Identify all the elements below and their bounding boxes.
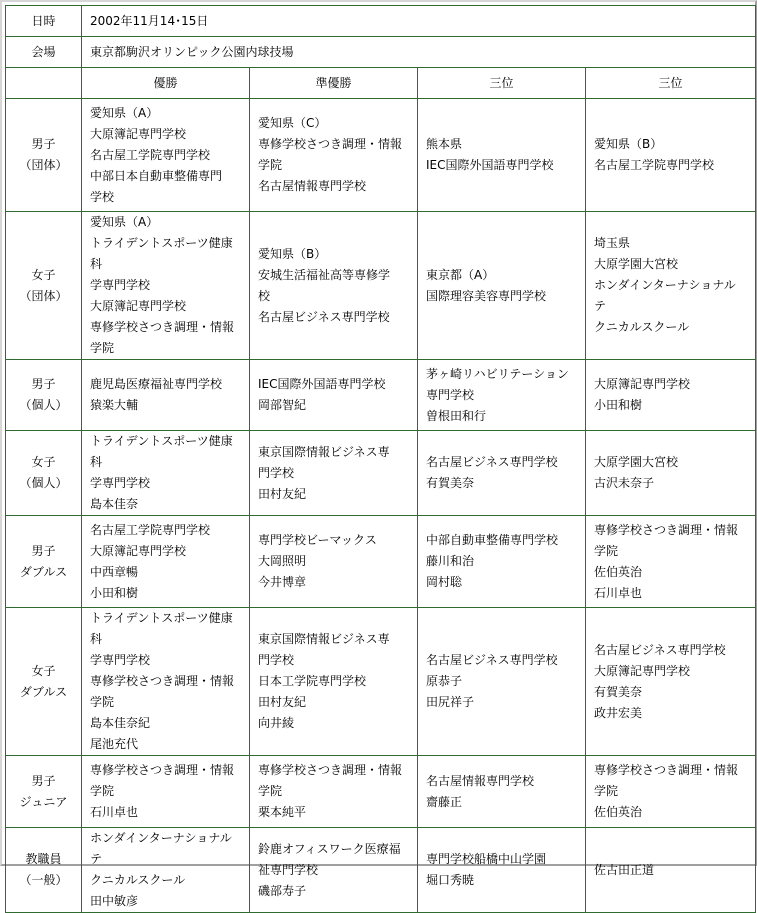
- result-line: 専修学校さつき調理・情報: [594, 522, 739, 537]
- result-line: 今井博章: [258, 575, 307, 589]
- result-line: 祉専門学校: [258, 862, 319, 877]
- result-line: 専修学校さつき調理・情報: [90, 320, 235, 334]
- result-cell: [586, 828, 756, 913]
- result-line: 原恭子: [426, 674, 463, 688]
- result-line: 佐伯英治: [594, 564, 643, 579]
- category-line: 女子: [31, 663, 56, 678]
- result-line: 堀口秀暁: [426, 873, 475, 887]
- result-line: 石川卓也: [594, 585, 643, 600]
- result-line: 名古屋工学院専門学校: [90, 522, 211, 537]
- result-line: 学専門学校: [90, 278, 151, 292]
- category-line: 男子: [31, 137, 56, 151]
- result-line: 名古屋工学院専門学校: [594, 158, 715, 172]
- header-blank-cell: [6, 68, 82, 99]
- venue-value: 東京都駒沢オリンピック公園内球技場: [82, 37, 756, 68]
- result-cell: [250, 756, 418, 828]
- result-line: 岡村聡: [426, 575, 463, 589]
- result-line: 学院: [90, 341, 115, 355]
- result-cell: [418, 756, 586, 828]
- category-cell: [6, 99, 82, 212]
- category-line: 男子: [31, 543, 56, 558]
- result-line: 日本工学院専門学校: [258, 674, 367, 688]
- result-cell: [82, 360, 250, 431]
- result-line: 猿楽大輔: [90, 398, 139, 412]
- result-line: 大原簿記専門学校: [594, 377, 691, 391]
- header-row: [6, 68, 756, 99]
- category-line: 男子: [31, 377, 56, 391]
- result-line: 小田和樹: [594, 398, 643, 412]
- result-cell: [418, 828, 586, 913]
- date-label: 日時: [6, 6, 82, 37]
- result-line: 熊本県: [426, 137, 463, 151]
- category-cell: [6, 828, 82, 913]
- result-cell: [82, 608, 250, 756]
- result-line: 学院: [258, 784, 283, 798]
- result-line: 東京国際情報ビジネス専: [258, 444, 390, 459]
- result-line: 学院: [594, 543, 619, 558]
- result-cell: [418, 99, 586, 212]
- result-line: 有賀美奈: [426, 476, 475, 490]
- result-cell: [82, 212, 250, 360]
- result-line: 中西章暢: [90, 564, 139, 579]
- header-third-b: 三位: [586, 68, 756, 99]
- result-row: [6, 828, 756, 913]
- category-line: （個人）: [19, 476, 68, 490]
- result-line: 名古屋ビジネス専門学校: [426, 455, 558, 469]
- result-line: 曽根田和行: [426, 408, 487, 423]
- result-line: 島本佳奈: [90, 497, 139, 511]
- date-row: [6, 6, 756, 37]
- result-row: [6, 360, 756, 431]
- result-row: [6, 212, 756, 360]
- result-line: 名古屋ビジネス専門学校: [426, 653, 558, 667]
- result-line: 田村友紀: [258, 486, 307, 501]
- result-cell: [250, 99, 418, 212]
- result-line: 佐古田正道: [594, 862, 655, 877]
- result-line: 名古屋ビジネス専門学校: [258, 309, 390, 324]
- category-line: （一般）: [19, 873, 68, 887]
- result-row: [6, 431, 756, 516]
- category-line: （個人）: [19, 398, 68, 412]
- result-line: 愛知県（C）: [258, 116, 327, 130]
- result-line: 島本佳奈紀: [90, 716, 151, 730]
- venue-label: 会場: [6, 37, 82, 68]
- result-line: 茅ヶ崎リハビリテーション: [426, 366, 569, 381]
- result-row: [6, 99, 756, 212]
- result-cell: [82, 431, 250, 516]
- result-line: 名古屋工学院専門学校: [90, 147, 211, 162]
- result-line: 学専門学校: [90, 653, 151, 667]
- result-line: 古沢未奈子: [594, 476, 655, 490]
- result-row: [6, 516, 756, 608]
- result-cell: [586, 756, 756, 828]
- date-value: 2002年11月14･15日: [82, 6, 756, 37]
- result-line: 名古屋情報専門学校: [258, 179, 367, 193]
- result-cell: [82, 516, 250, 608]
- result-line: 栗本純平: [258, 805, 307, 819]
- result-line: 愛知県（B）: [594, 137, 663, 151]
- result-line: 専修学校さつき調理・情報: [258, 763, 403, 777]
- result-cell: [250, 516, 418, 608]
- category-line: （団体）: [19, 288, 68, 303]
- category-line: 女子: [31, 267, 56, 282]
- result-cell: [418, 360, 586, 431]
- venue-row: [6, 37, 756, 68]
- result-line: 大原学園大宮校: [594, 257, 679, 271]
- result-line: 名古屋情報専門学校: [426, 773, 535, 788]
- result-line: 向井綾: [258, 716, 295, 730]
- result-line: 尾池充代: [90, 737, 139, 751]
- result-cell: [418, 516, 586, 608]
- result-line: ホンダインターナショナルテ: [90, 831, 232, 866]
- result-line: 藤川和治: [426, 554, 475, 568]
- result-cell: [82, 756, 250, 828]
- result-line: 大原簿記専門学校: [90, 126, 187, 141]
- result-line: 大原簿記専門学校: [90, 543, 187, 558]
- header-third-a: 三位: [418, 68, 586, 99]
- result-cell: [250, 212, 418, 360]
- result-cell: [250, 431, 418, 516]
- category-cell: [6, 516, 82, 608]
- result-cell: [82, 828, 250, 913]
- result-row: [6, 756, 756, 828]
- result-cell: [418, 212, 586, 360]
- result-line: 石川卓也: [90, 805, 139, 819]
- result-line: 専門学校ビーマックス: [258, 533, 377, 547]
- result-cell: [586, 516, 756, 608]
- result-line: クニカルスクール: [90, 873, 186, 887]
- result-line: 名古屋ビジネス専門学校: [594, 642, 726, 657]
- result-line: 田村友紀: [258, 695, 307, 709]
- result-line: 専門学校: [426, 387, 475, 402]
- category-line: ダブルス: [19, 684, 68, 699]
- category-line: （団体）: [19, 158, 68, 172]
- result-line: 学校: [90, 189, 115, 204]
- result-line: 鈴鹿オフィスワーク医療福: [258, 841, 401, 856]
- category-cell: [6, 360, 82, 431]
- category-cell: [6, 756, 82, 828]
- result-line: 小田和樹: [90, 585, 139, 600]
- result-line: 学専門学校: [90, 476, 151, 490]
- result-line: クニカルスクール: [594, 320, 690, 334]
- result-cell: [586, 431, 756, 516]
- result-line: 磯部寿子: [258, 883, 307, 898]
- result-line: 学院: [90, 784, 115, 798]
- result-line: IEC国際外国語専門学校: [258, 377, 386, 391]
- result-line: 東京国際情報ビジネス専: [258, 632, 390, 646]
- result-cell: [250, 360, 418, 431]
- result-line: 大原簿記専門学校: [594, 663, 691, 678]
- category-cell: [6, 431, 82, 516]
- category-line: 男子: [31, 773, 56, 788]
- result-line: 佐伯英治: [594, 805, 643, 819]
- result-cell: [586, 360, 756, 431]
- header-winner: 優勝: [82, 68, 250, 99]
- result-line: 政井宏美: [594, 705, 643, 720]
- result-cell: [250, 608, 418, 756]
- result-line: 学院: [90, 695, 115, 709]
- result-rows: [6, 99, 756, 913]
- results-table: [5, 5, 756, 913]
- result-cell: [418, 608, 586, 756]
- result-line: 大原簿記専門学校: [90, 299, 187, 313]
- result-line: 田中敏彦: [90, 894, 139, 908]
- result-cell: [586, 99, 756, 212]
- result-line: 愛知県（B）: [258, 246, 327, 261]
- category-line: 教職員: [25, 852, 62, 866]
- result-line: 齋藤正: [426, 794, 463, 809]
- result-line: 門学校: [258, 653, 295, 667]
- result-line: 大岡照明: [258, 554, 307, 568]
- result-line: 愛知県（A）: [90, 105, 159, 120]
- category-line: ジュニア: [19, 794, 68, 809]
- result-cell: [250, 828, 418, 913]
- result-row: [6, 608, 756, 756]
- result-line: 田尻祥子: [426, 695, 475, 709]
- result-cell: [418, 431, 586, 516]
- result-line: 専修学校さつき調理・情報: [258, 137, 403, 151]
- result-line: 専修学校さつき調理・情報: [90, 674, 235, 688]
- result-line: 中部自動車整備専門学校: [426, 533, 559, 547]
- result-line: ホンダインターナショナルテ: [594, 278, 736, 313]
- result-line: 安城生活福祉高等専修学: [258, 267, 391, 282]
- result-line: 中部日本自動車整備専門: [90, 168, 223, 183]
- result-line: トライデントスポーツ健康科: [90, 434, 233, 469]
- category-line: 女子: [31, 455, 56, 469]
- header-runner-up: 準優勝: [250, 68, 418, 99]
- result-line: トライデントスポーツ健康科: [90, 611, 233, 646]
- result-line: 専修学校さつき調理・情報: [594, 763, 739, 777]
- result-cell: [586, 212, 756, 360]
- category-cell: [6, 608, 82, 756]
- result-line: 埼玉県: [594, 236, 631, 250]
- result-cell: [586, 608, 756, 756]
- result-line: 鹿児島医療福祉専門学校: [90, 377, 223, 391]
- result-line: 専門学校船橋中山学園: [426, 852, 547, 866]
- result-line: 国際理容美容専門学校: [426, 288, 547, 303]
- category-line: ダブルス: [19, 564, 68, 579]
- result-line: 門学校: [258, 465, 295, 480]
- result-line: 岡部智紀: [258, 398, 307, 412]
- result-line: トライデントスポーツ健康科: [90, 236, 233, 271]
- result-line: IEC国際外国語専門学校: [426, 158, 554, 172]
- result-line: 有賀美奈: [594, 684, 643, 699]
- result-line: 愛知県（A）: [90, 215, 159, 229]
- result-line: 大原学園大宮校: [594, 455, 679, 469]
- result-line: 学院: [258, 158, 283, 172]
- result-cell: [82, 99, 250, 212]
- result-line: 東京都（A）: [426, 267, 495, 282]
- result-line: 校: [258, 288, 271, 303]
- category-cell: [6, 212, 82, 360]
- result-line: 専修学校さつき調理・情報: [90, 763, 235, 777]
- result-line: 学院: [594, 784, 619, 798]
